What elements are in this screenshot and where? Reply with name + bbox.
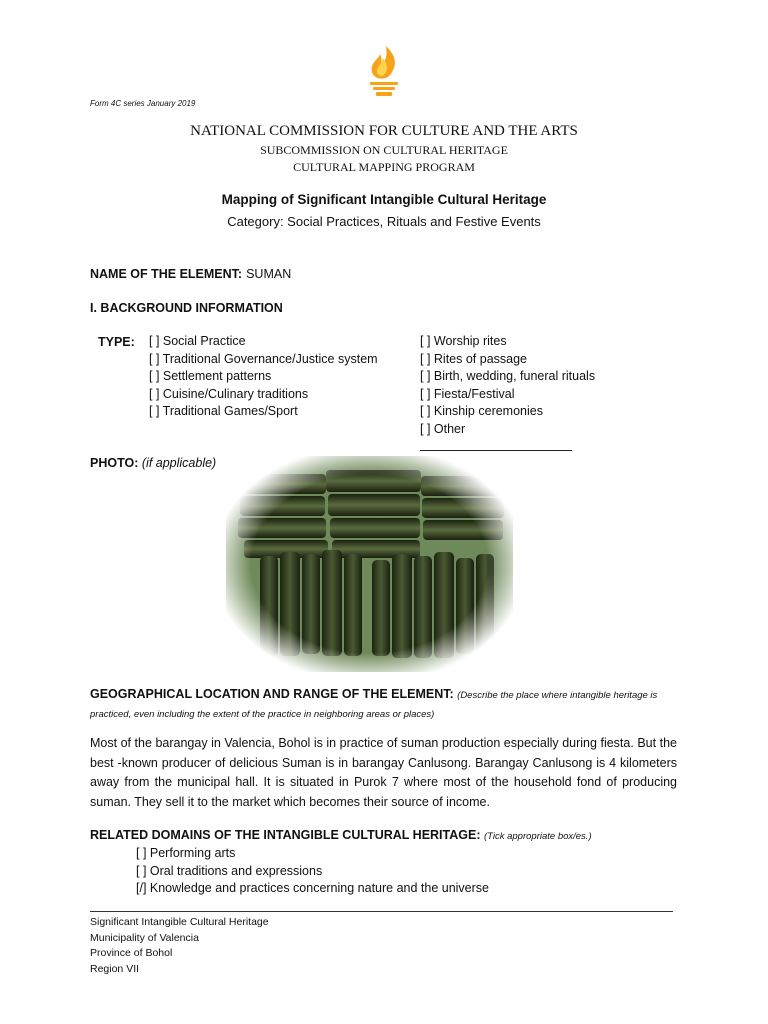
footer-line: Province of Bohol bbox=[90, 947, 173, 959]
type-options-right bbox=[420, 333, 595, 438]
photo-label bbox=[90, 455, 216, 473]
subcommission-title: SUBCOMMISSION ON CULTURAL HERITAGE bbox=[260, 143, 508, 157]
type-option[interactable]: [ ] Traditional Games/Sport bbox=[149, 404, 298, 418]
type-option[interactable]: [ ] Settlement patterns bbox=[149, 369, 272, 383]
type-option[interactable]: [ ] Rites of passage bbox=[420, 351, 528, 366]
related-domains-heading bbox=[90, 827, 592, 846]
type-option[interactable]: [ ] Fiesta/Festival bbox=[420, 386, 515, 401]
related-domains-note: (Tick appropriate box/es.) bbox=[483, 831, 592, 842]
geographical-heading-text: GEOGRAPHICAL LOCATION AND RANGE OF THE ELEMENT: bbox=[90, 687, 454, 701]
geographical-description: Most of the barangay in Valencia, Bohol is in practice of suman production especially during fiesta. But the best -known producer of delicious Suman is in barangay Canlusong. Barangay Canlusong is 4 kilometers away from the municipal hall. It is situated in Purok 7 where most of the household fond of producing suman. They sell it to the market which becomes their source of income. bbox=[90, 736, 677, 809]
organization-title: NATIONAL COMMISSION FOR CULTURE AND THE ARTS bbox=[190, 123, 578, 139]
page-footer bbox=[90, 915, 269, 977]
background-heading: I. BACKGROUND INFORMATION bbox=[90, 301, 283, 315]
type-option[interactable]: [ ] Birth, wedding, funeral rituals bbox=[420, 369, 596, 383]
document-title: Mapping of Significant Intangible Cultural Heritage bbox=[221, 192, 547, 207]
type-option[interactable]: [ ] Kinship ceremonies bbox=[420, 404, 543, 418]
footer-line: Municipality of Valencia bbox=[90, 931, 199, 944]
domain-option[interactable]: [ ] Performing arts bbox=[136, 846, 236, 860]
category-line: Category: Social Practices, Rituals and Festive Events bbox=[227, 214, 541, 229]
element-name-label: NAME OF THE ELEMENT: bbox=[90, 267, 243, 281]
footer-line: Region VII bbox=[90, 962, 140, 975]
ncca-flame-logo-icon bbox=[364, 44, 404, 100]
footer-line: Significant Intangible Cultural Heritage bbox=[90, 916, 269, 928]
element-name-value: SUMAN bbox=[246, 267, 292, 281]
other-blank-line[interactable] bbox=[420, 450, 572, 451]
suman-photo bbox=[226, 456, 513, 672]
related-domains-list bbox=[136, 845, 489, 898]
element-name-line bbox=[90, 266, 291, 284]
type-option[interactable]: [ ] Worship rites bbox=[420, 334, 507, 348]
type-options-left bbox=[149, 333, 378, 421]
footer-divider bbox=[90, 911, 673, 912]
domain-option[interactable]: [ ] Oral traditions and expressions bbox=[136, 863, 323, 878]
form-series-label: Form 4C series January 2019 bbox=[90, 99, 196, 108]
type-option[interactable]: [ ] Traditional Governance/Justice system bbox=[149, 351, 378, 366]
geographical-heading-note: (Describe the place where intangible heritage is practiced, even including the extent of the practice in neighboring areas or places) bbox=[90, 690, 658, 720]
type-label: TYPE: bbox=[98, 335, 135, 349]
related-domains-heading-text: RELATED DOMAINS OF THE INTANGIBLE CULTURAL HERITAGE: bbox=[90, 828, 481, 842]
program-title: CULTURAL MAPPING PROGRAM bbox=[293, 160, 475, 174]
photo-label-text: PHOTO: bbox=[90, 456, 139, 470]
geographical-heading bbox=[90, 686, 690, 723]
type-option[interactable]: [ ] Cuisine/Culinary traditions bbox=[149, 386, 309, 401]
photo-label-note: (if applicable) bbox=[141, 456, 217, 470]
domain-option[interactable]: [/] Knowledge and practices concerning nature and the universe bbox=[136, 881, 490, 895]
type-option[interactable]: [ ] Other bbox=[420, 421, 466, 436]
type-option[interactable]: [ ] Social Practice bbox=[149, 334, 246, 348]
